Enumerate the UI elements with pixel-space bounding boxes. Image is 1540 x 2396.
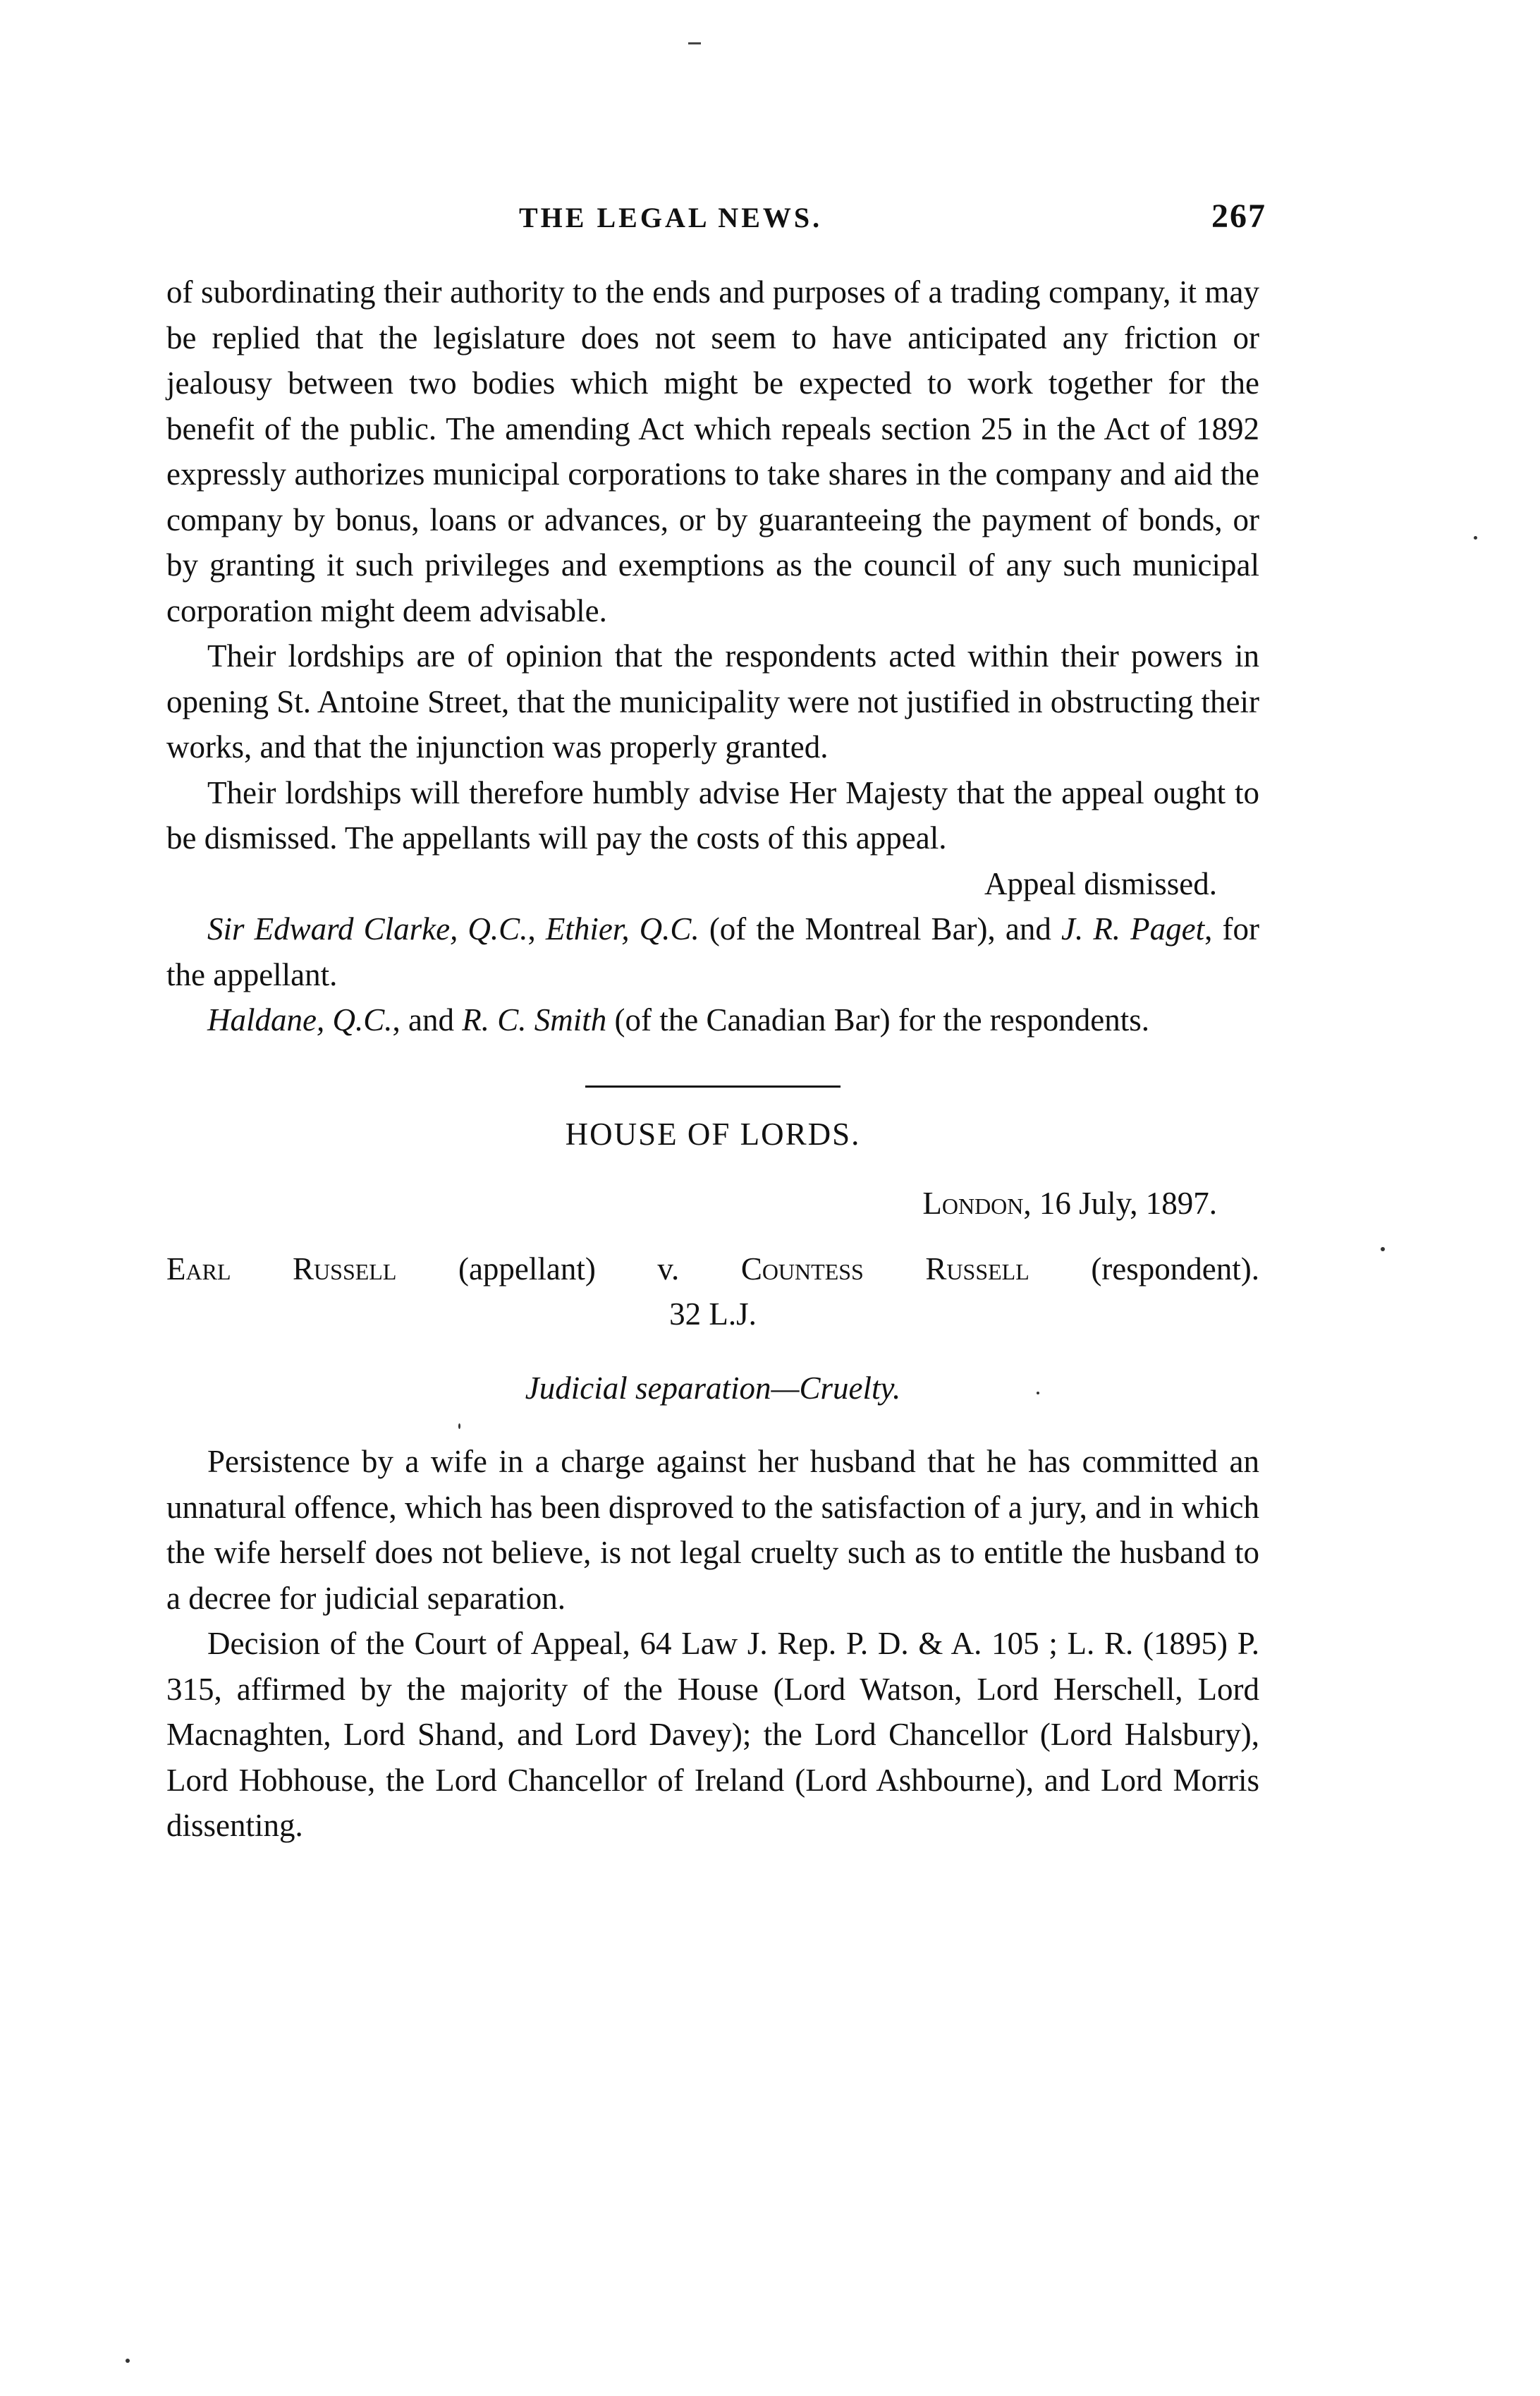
appellant-name: Earl Russell bbox=[166, 1251, 397, 1287]
paragraph-3: Their lordships will therefore humbly advise Her Majesty that the appeal ought to be dismissed. The appellants will pay the costs of this appeal. bbox=[166, 774, 1259, 856]
scan-speck-1 bbox=[1474, 536, 1477, 540]
counsel-separator: , bbox=[527, 911, 546, 947]
counsel-name-1: Sir Edward Clarke, Q.C. bbox=[207, 911, 528, 947]
page-number: 267 bbox=[1211, 197, 1266, 235]
counsel-appellant bbox=[166, 906, 1259, 997]
scan-speck-5 bbox=[126, 2359, 130, 2363]
date-line bbox=[166, 1181, 1259, 1227]
court-heading: HOUSE OF LORDS. bbox=[565, 1116, 861, 1152]
counsel-name-4: Haldane, Q.C. bbox=[207, 1002, 393, 1038]
counsel-name-5: R. C. Smith bbox=[462, 1002, 607, 1038]
counsel-name-2: Ethier, Q.C. bbox=[545, 911, 699, 947]
scan-speck-3 bbox=[1037, 1392, 1039, 1394]
section-divider bbox=[585, 1086, 841, 1088]
counsel-name-3: J. R. Paget bbox=[1061, 911, 1205, 947]
scan-speck-2 bbox=[1381, 1247, 1385, 1251]
counsel-role-text: , for the appellant. bbox=[166, 911, 1259, 992]
scan-speck-4 bbox=[458, 1423, 460, 1429]
paragraph-2: Their lordships are of opinion that the respondents acted within their powers in opening St. Antoine Street, that the municipality were not justified in obstructing their works, and that the injunction was properly granted. bbox=[166, 638, 1259, 765]
case-title bbox=[166, 1246, 1259, 1292]
date-text: , 16 July, 1897. bbox=[1023, 1186, 1217, 1221]
respondent-role: (respondent). bbox=[1029, 1251, 1259, 1287]
counsel-joiner: , and bbox=[392, 1002, 463, 1038]
respondent-name: Countess Russell bbox=[740, 1251, 1029, 1287]
decision: Decision of the Court of Appeal, 64 Law J. Rep. P. D. & A. 105 ; L. R. (1895) P. 315, affirmed by the majority of the House (Lord Watson, Lord Herschell, Lord Macnaghten, Lord Shand, and Lord Davey); the Lord Chancellor (Lord Halsbury), Lord Hobhouse, the Lord Chancellor of Ireland (Lord Ashbourne), and Lord Morris dissenting. bbox=[166, 1626, 1259, 1843]
case-subject: Judicial separation—Cruelty. bbox=[525, 1370, 901, 1406]
counsel-respondent bbox=[166, 997, 1259, 1043]
body-text bbox=[166, 269, 1259, 1849]
page-header bbox=[166, 197, 1266, 243]
paragraph-1: of subordinating their authority to the ends and purposes of a trading company, it may be replied that the legislature does not seem to have anticipated any friction or jealousy between two bodies which might be expected to work together for the benefit of the public. The amending Act which repeals section 25 in the Act of 1892 expressly authorizes municipal corporations to take shares in the company and aid the company by bonus, loans or advances, or by guaranteeing the payment of bonds, or by granting it such privileges and exemptions as the council of any such municipal corporation might deem advisable. bbox=[166, 274, 1259, 628]
top-dash-mark bbox=[688, 42, 701, 44]
appellant-role: (appellant) v. bbox=[396, 1251, 741, 1287]
running-title: THE LEGAL NEWS. bbox=[519, 202, 823, 233]
case-citation: 32 L.J. bbox=[669, 1296, 757, 1332]
result-line: Appeal dismissed. bbox=[984, 865, 1217, 901]
counsel-bar-text: (of the Montreal Bar), and bbox=[699, 911, 1061, 947]
date-place: London bbox=[922, 1186, 1024, 1221]
headnote: Persistence by a wife in a charge against her husband that he has committed an unnatural offence, which has been disproved to the satisfaction of a jury, and in which the wife herself does not believe, is not legal cruelty such as to entitle the husband to a decree for judicial separation. bbox=[166, 1444, 1259, 1616]
counsel-respondent-text: (of the Canadian Bar) for the respondents. bbox=[606, 1002, 1149, 1038]
